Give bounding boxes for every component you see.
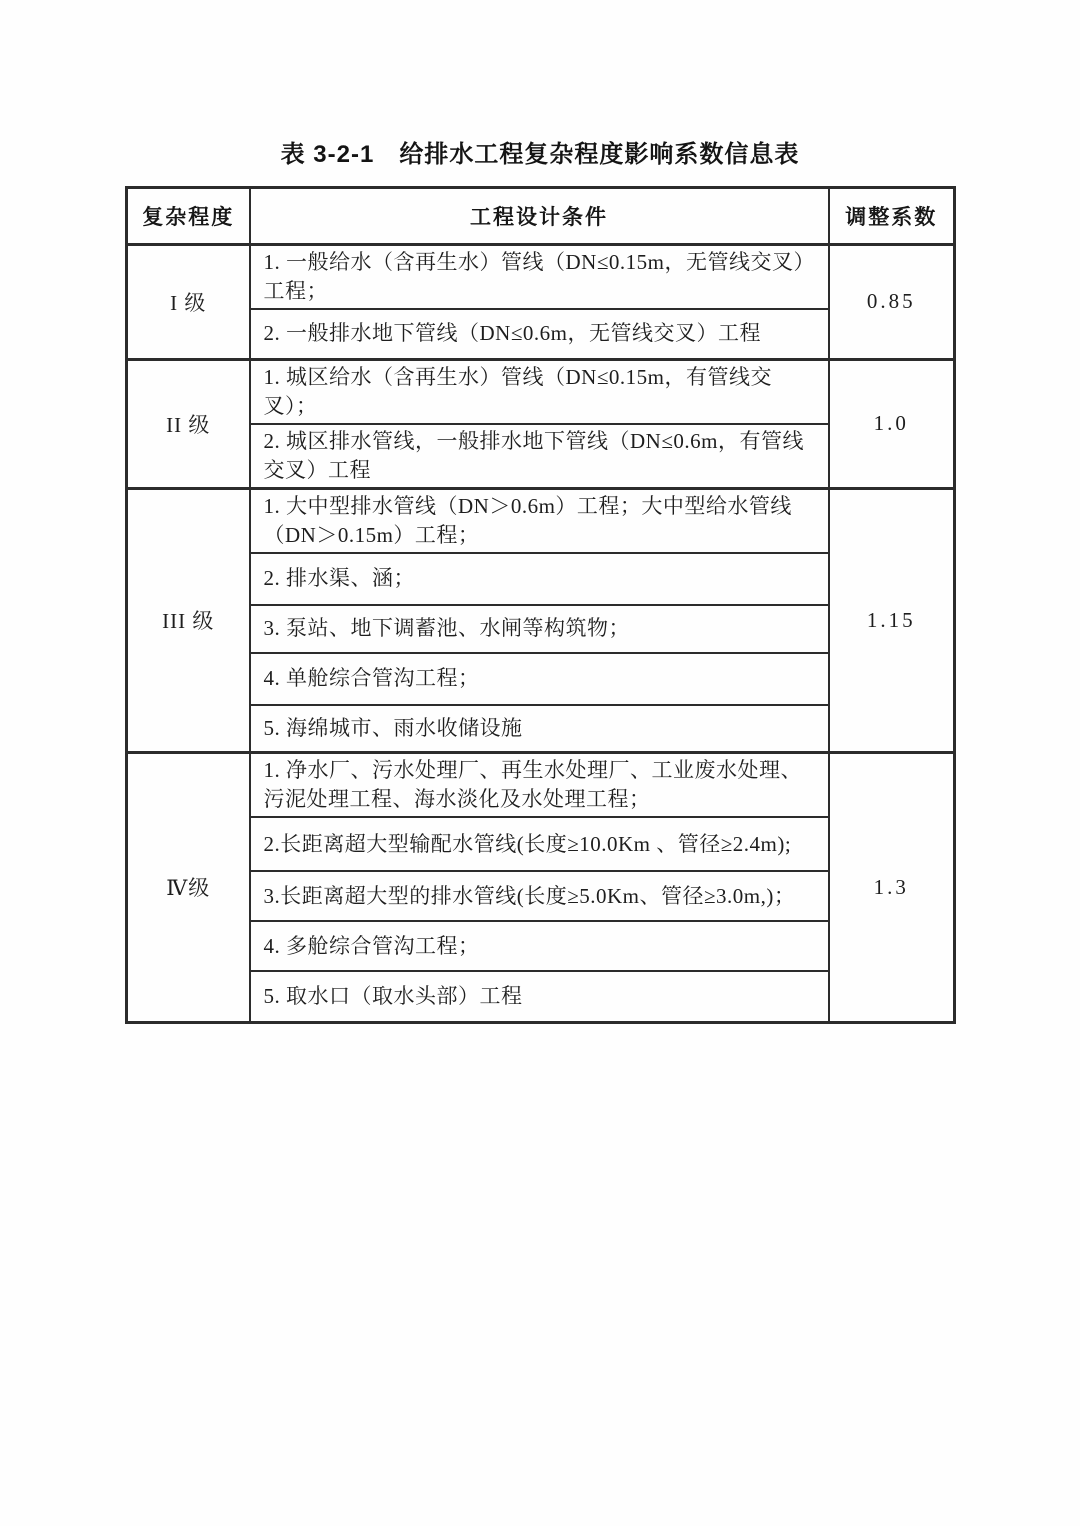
table-row <box>127 359 955 424</box>
condition-item: 1. 一般给水（含再生水）管线（DN≤0.15m，无管线交叉）工程； <box>250 245 829 310</box>
col-header-conditions: 工程设计条件 <box>250 188 829 245</box>
level-i-label: I 级 <box>127 245 250 360</box>
condition-item: 1. 大中型排水管线（DN＞0.6m）工程；大中型给水管线（DN＞0.15m）工程； <box>250 488 829 553</box>
level-ii-label: II 级 <box>127 359 250 488</box>
table-row <box>127 753 955 818</box>
condition-item: 4. 多舱综合管沟工程； <box>250 921 829 971</box>
header-row <box>127 188 955 245</box>
condition-item: 1. 城区给水（含再生水）管线（DN≤0.15m，有管线交叉）； <box>250 359 829 424</box>
col-header-coefficient: 调整系数 <box>829 188 955 245</box>
table-title: 表 3-2-1 给排水工程复杂程度影响系数信息表 <box>280 141 800 168</box>
condition-item: 2. 排水渠、涵； <box>250 553 829 605</box>
table-row <box>127 245 955 310</box>
level-ii-coefficient: 1.0 <box>829 359 955 488</box>
condition-item: 2. 一般排水地下管线（DN≤0.6m，无管线交叉）工程 <box>250 309 829 359</box>
complexity-coefficient-table <box>125 186 956 1024</box>
level-iii-label: III 级 <box>127 488 250 753</box>
condition-item: 3. 泵站、地下调蓄池、水闸等构筑物； <box>250 605 829 653</box>
condition-item: 5. 海绵城市、雨水收储设施 <box>250 705 829 753</box>
condition-item: 2. 城区排水管线，一般排水地下管线（DN≤0.6m，有管线交叉）工程 <box>250 424 829 489</box>
condition-item: 3.长距离超大型的排水管线(长度≥5.0Km、管径≥3.0m,)； <box>250 871 829 921</box>
level-iv-coefficient: 1.3 <box>829 753 955 1023</box>
condition-item: 5. 取水口（取水头部）工程 <box>250 971 829 1022</box>
level-iv-label: Ⅳ级 <box>127 753 250 1023</box>
condition-item: 4. 单舱综合管沟工程； <box>250 653 829 705</box>
condition-item: 2.长距离超大型输配水管线(长度≥10.0Km 、管径≥2.4m); <box>250 817 829 871</box>
col-header-complexity: 复杂程度 <box>127 188 250 245</box>
level-i-coefficient: 0.85 <box>829 245 955 360</box>
table-row <box>127 488 955 553</box>
level-iii-coefficient: 1.15 <box>829 488 955 753</box>
condition-item: 1. 净水厂、污水处理厂、再生水处理厂、工业废水处理、污泥处理工程、海水淡化及水处理工程； <box>250 753 829 818</box>
